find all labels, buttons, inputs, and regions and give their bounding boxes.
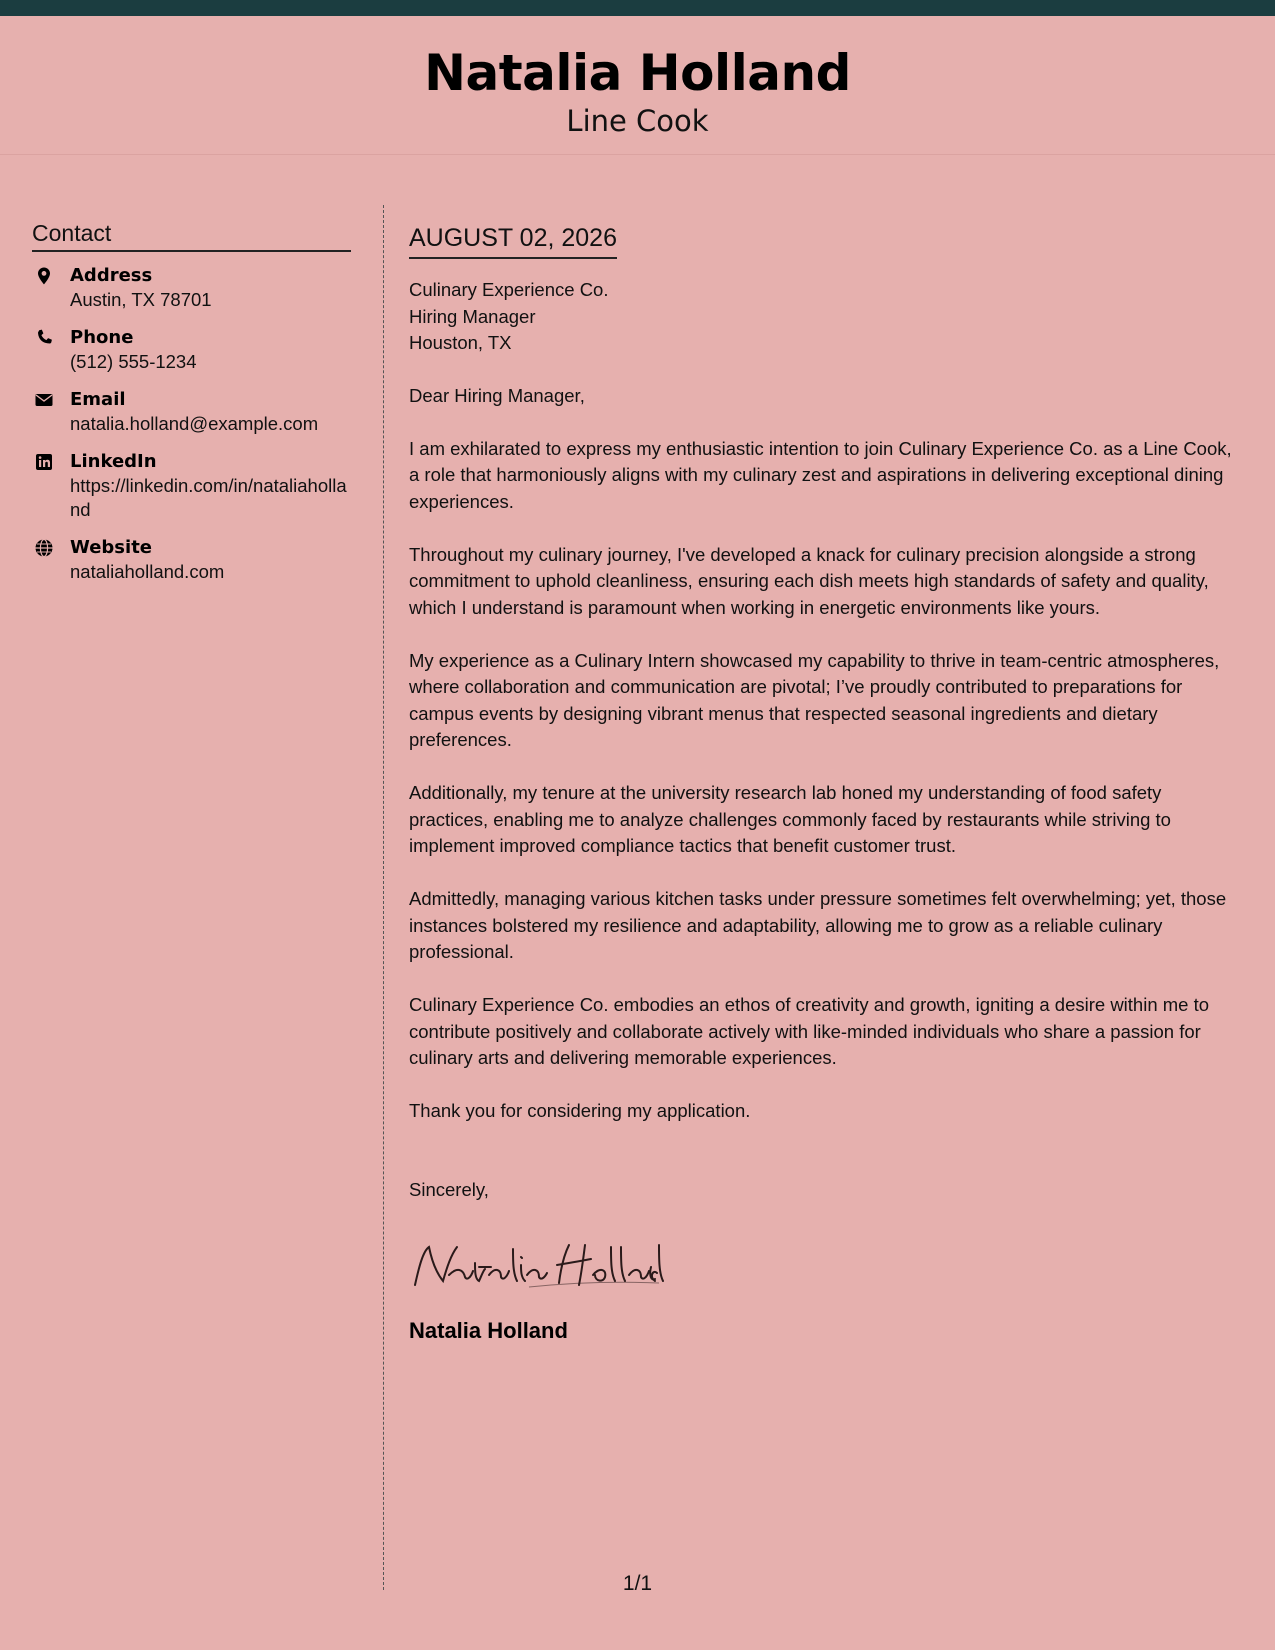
address-value: Austin, TX 78701 — [70, 289, 212, 310]
phone-icon — [34, 328, 54, 348]
contact-item-website — [32, 536, 351, 584]
letter-paragraph: I am exhilarated to express my enthusiastic intention to join Culinary Experience Co. as a Line Cook, a role that harmoniously aligns with my culinary zest and aspirations in delivering exceptional dining experiences. — [409, 437, 1232, 512]
contact-item-phone — [32, 326, 351, 374]
contact-heading: Contact — [32, 218, 351, 252]
letter-paragraph: Thank you for considering my application. — [409, 1100, 751, 1121]
linkedin-icon — [34, 452, 54, 472]
contact-item-address — [32, 264, 351, 312]
linkedin-value: https://linkedin.com/in/nataliaholland — [70, 475, 347, 520]
salutation: Dear Hiring Manager, — [409, 384, 585, 406]
email-value: natalia.holland@example.com — [70, 413, 319, 434]
recipient-title: Hiring Manager — [409, 305, 536, 327]
job-title: Line Cook — [566, 104, 709, 138]
signer-name: Natalia Holland — [409, 1318, 568, 1343]
address-label: Address — [70, 265, 153, 286]
letter-paragraph: Throughout my culinary journey, I've developed a knack for culinary precision alongside a strong commitment to uphold cleanliness, ensuring each dish meets high standards of safety and quality, which I understand is paramount when working in energetic environments like yours. — [409, 543, 1209, 618]
header — [0, 16, 1275, 155]
letter-paragraph: Additionally, my tenure at the university research lab honed my understanding of food safety practices, enabling me to analyze challenges commonly faced by restaurants while striving to implement improved compliance tactics that benefit customer trust. — [409, 782, 1171, 856]
map-marker-icon — [34, 266, 54, 286]
letter-body — [409, 222, 1244, 1345]
letter-date: AUGUST 02, 2026 — [409, 222, 617, 259]
recipient-company: Culinary Experience Co. — [409, 279, 609, 300]
contact-item-email — [32, 388, 351, 436]
phone-value: (512) 555-1234 — [70, 351, 197, 372]
recipient-location: Houston, TX — [409, 332, 512, 353]
recipient-block — [409, 277, 1244, 357]
contact-item-linkedin — [32, 450, 351, 522]
website-value: nataliaholland.com — [70, 561, 225, 582]
letter-paragraph: Culinary Experience Co. embodies an ethos of creativity and growth, igniting a desire within me to contribute positively and collaborate actively with like-minded individuals who share a passion for culinary arts and delivering memorable experiences. — [409, 994, 1210, 1068]
linkedin-label: LinkedIn — [70, 451, 157, 472]
handwritten-signature — [409, 1237, 1244, 1297]
letter-paragraph: Admittedly, managing various kitchen tasks under pressure sometimes felt overwhelming; yet, those instances bolstered my resilience and adaptability, allowing me to grow as a reliable culinary professional. — [409, 888, 1227, 962]
closing: Sincerely, — [409, 1178, 489, 1200]
top-bar — [0, 0, 1275, 16]
applicant-name: Natalia Holland — [424, 44, 851, 102]
page-number: 1/1 — [622, 1572, 653, 1595]
email-label: Email — [70, 389, 126, 410]
contact-sidebar — [32, 218, 351, 598]
envelope-icon — [34, 390, 54, 410]
website-label: Website — [70, 537, 153, 558]
column-divider — [383, 205, 384, 1590]
phone-label: Phone — [70, 327, 134, 348]
letter-paragraph: My experience as a Culinary Intern showcased my capability to thrive in team-centric atmospheres, where collaboration and communication are pivotal; I’ve proudly contributed to preparations for campus events by designing vibrant menus that respected seasonal ingredients and dietary preferences. — [409, 649, 1220, 750]
globe-icon — [34, 538, 54, 558]
